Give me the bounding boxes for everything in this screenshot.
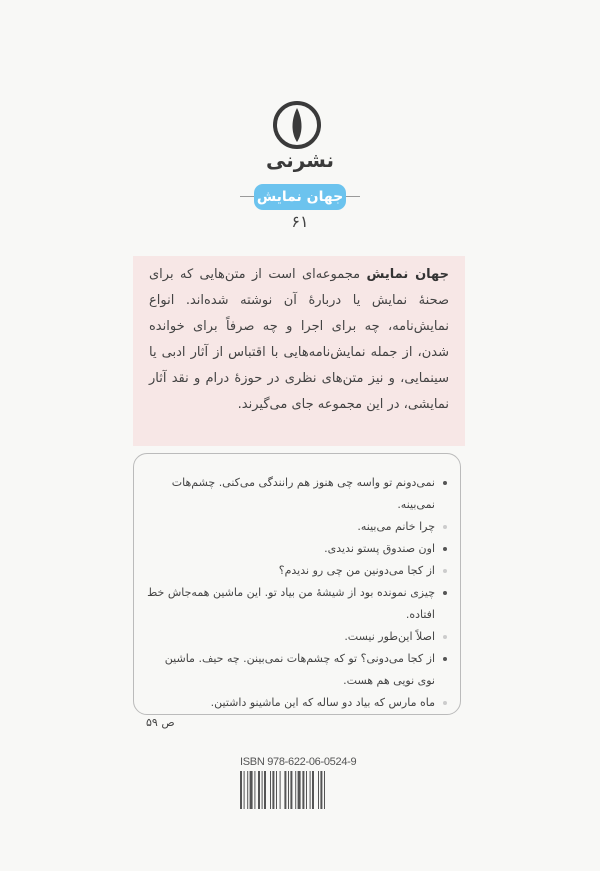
excerpt-line: اون صندوق پستو ندیدی. [144, 538, 448, 560]
series-number: ۶۱ [291, 212, 309, 231]
barcode-bar [295, 771, 296, 809]
description-text: مجموعه‌ای است از متن‌هایی که برای صحنهٔ نمایش یا دربارهٔ آن نوشته شده‌اند. انواع نمایش‌نامه، چه برای اجرا و چه صرفاً برای خوانده شدن، از جمله نمایش‌نامه‌هایی با اقتباس از آثار ادبی یا سینمایی، و نیز متن‌های نظری در حوزهٔ درام و نقد آثار نمایشی، در این مجموعه جای می‌گیرند. [149, 267, 449, 412]
barcode-bar [244, 771, 245, 809]
excerpt-line: از کجا می‌دونین من چی رو ندیدم؟ [144, 560, 448, 582]
barcode-bar [254, 771, 255, 809]
barcode-bar [270, 771, 271, 809]
barcode-bar [272, 771, 274, 809]
page-reference: ص ۵۹ [146, 716, 175, 729]
barcode-bar [306, 771, 307, 809]
excerpt-box [133, 453, 461, 729]
barcode-bar [312, 771, 314, 809]
barcode-bar [284, 771, 286, 809]
excerpt-line: چرا خانم می‌بینه. [144, 516, 448, 538]
barcode-bar [320, 771, 322, 809]
barcode-bar [288, 771, 289, 809]
barcode-bar [324, 771, 325, 809]
barcode-bar [310, 771, 311, 809]
series-badge: جهان نمایش [254, 184, 346, 210]
barcode-bar [280, 771, 281, 809]
barcode-bar [298, 771, 301, 809]
barcode-bar [262, 771, 263, 809]
excerpt-line: ماه مارس که بیاد دو ساله که این ماشینو داشتین. [144, 692, 448, 714]
barcode-bar [264, 771, 266, 809]
publisher-name: نشرنی [265, 148, 335, 172]
barcode-bar [276, 771, 277, 809]
excerpt-line: از کجا می‌دونی؟ تو که چشم‌هات نمی‌بینن. چه حیف. ماشین نوی نویی هم هست. [144, 648, 448, 692]
barcode-bar [247, 771, 248, 809]
barcode-bar [318, 771, 319, 809]
barcode [240, 771, 358, 809]
barcode-bar [258, 771, 260, 809]
series-description [133, 256, 465, 446]
description-lead: جهان نمایش [366, 267, 450, 282]
excerpt-list [144, 472, 448, 714]
barcode-bar [250, 771, 253, 809]
publisher-logo-icon [272, 100, 322, 150]
barcode-bar [290, 771, 292, 809]
excerpt-line: اصلاً این‌طور نیست. [144, 626, 448, 648]
barcode-bar [240, 771, 242, 809]
excerpt-line: چیزی نمونده بود از شیشهٔ من بیاد تو. این ماشین همه‌جاش خط افتاده. [144, 582, 448, 626]
barcode-bar [302, 771, 304, 809]
isbn-text: ISBN 978-622-06-0524-9 [240, 756, 357, 768]
excerpt-line: نمی‌دونم تو واسه چی هنوز هم رانندگی می‌کنی. چشم‌هات نمی‌بینه. [144, 472, 448, 516]
